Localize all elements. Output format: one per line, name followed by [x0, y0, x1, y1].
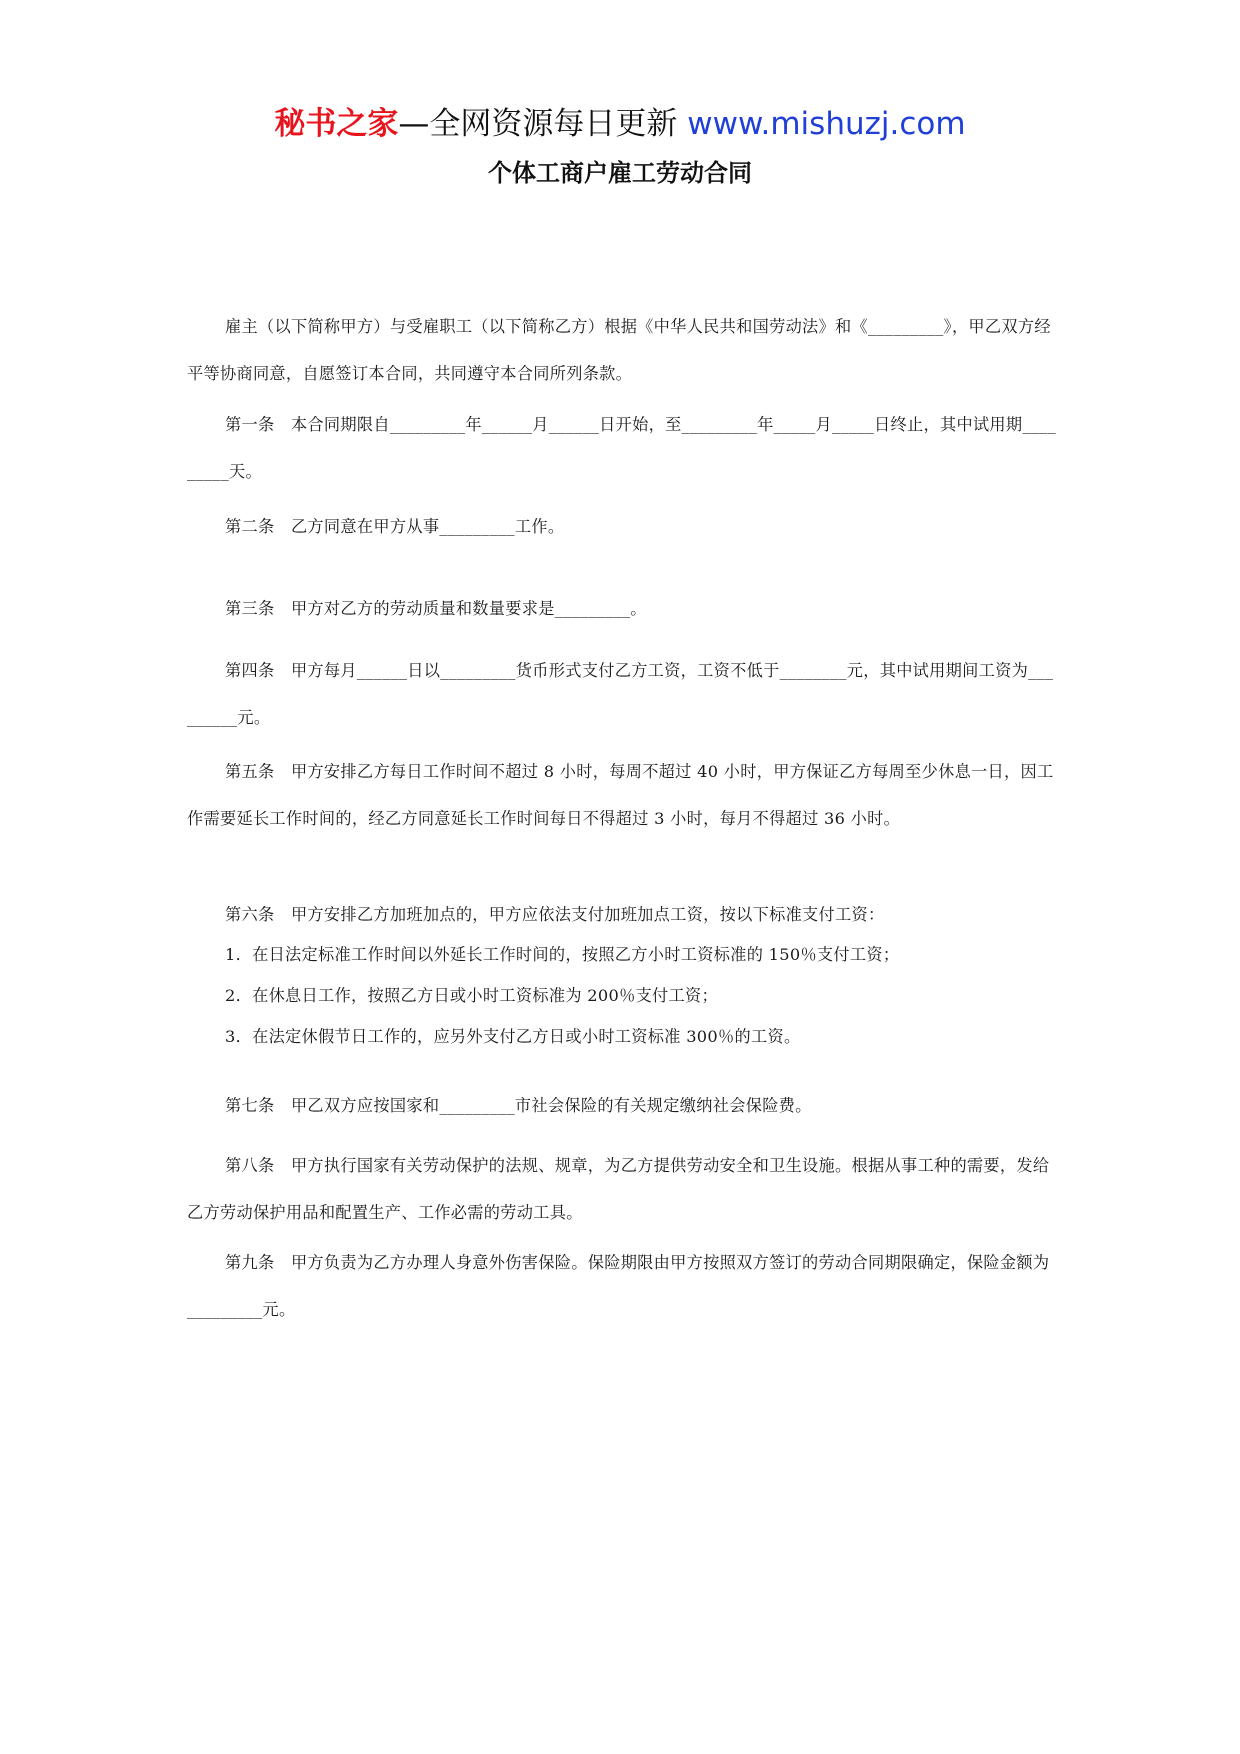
- site-url-link[interactable]: www.mishuzj.com: [687, 106, 966, 142]
- document-title: 个体工商户雇工劳动合同: [488, 159, 752, 187]
- article-6-item-3: 3．在法定休假节日工作的，应另外支付乙方日或小时工资标准 300％的工资。: [225, 1027, 801, 1046]
- site-header: [0, 103, 1240, 145]
- article-9: 第九条 甲方负责为乙方办理人身意外伤害保险。保险期限由甲方按照双方签订的劳动合同期限确定，保险金额为_________元。: [187, 1253, 1050, 1319]
- article-7: 第七条 甲乙双方应按国家和_________市社会保险的有关规定缴纳社会保险费。: [225, 1096, 812, 1115]
- article-3: 第三条 甲方对乙方的劳动质量和数量要求是_________。: [225, 599, 647, 618]
- article-6: 第六条 甲方安排乙方加班加点的，甲方应依法支付加班加点工资，按以下标准支付工资：: [225, 905, 885, 924]
- article-4: 第四条 甲方每月______日以_________货币形式支付乙方工资，工资不低于________元，其中试用期间工资为_________元。: [187, 661, 1054, 727]
- article-6-item-2: 2．在休息日工作，按照乙方日或小时工资标准为 200％支付工资；: [225, 986, 719, 1005]
- brand-name: 秘书之家: [274, 106, 399, 142]
- article-8: 第八条 甲方执行国家有关劳动保护的法规、规章，为乙方提供劳动安全和卫生设施。根据从事工种的需要，发给乙方劳动保护用品和配置生产、工作必需的劳动工具。: [187, 1156, 1050, 1222]
- article-1: 第一条 本合同期限自_________年______月______日开始，至_________年_____月_____日终止，其中试用期_________天。: [187, 415, 1056, 481]
- article-5: 第五条 甲方安排乙方每日工作时间不超过 8 小时，每周不超过 40 小时，甲方保证乙方每周至少休息一日，因工作需要延长工作时间的，经乙方同意延长工作时间每日不得超过 3 小时，每月不得超过 36 小时。: [187, 762, 1054, 828]
- preamble-paragraph: 雇主（以下简称甲方）与受雇职工（以下简称乙方）根据《中华人民共和国劳动法》和《_________》，甲乙双方经平等协商同意，自愿签订本合同，共同遵守本合同所列条款。: [187, 317, 1051, 383]
- article-6-item-1: 1．在日法定标准工作时间以外延长工作时间的，按照乙方小时工资标准的 150％支付工资；: [225, 945, 900, 964]
- article-2: 第二条 乙方同意在甲方从事_________工作。: [225, 517, 565, 536]
- header-slogan: —全网资源每日更新: [398, 106, 688, 142]
